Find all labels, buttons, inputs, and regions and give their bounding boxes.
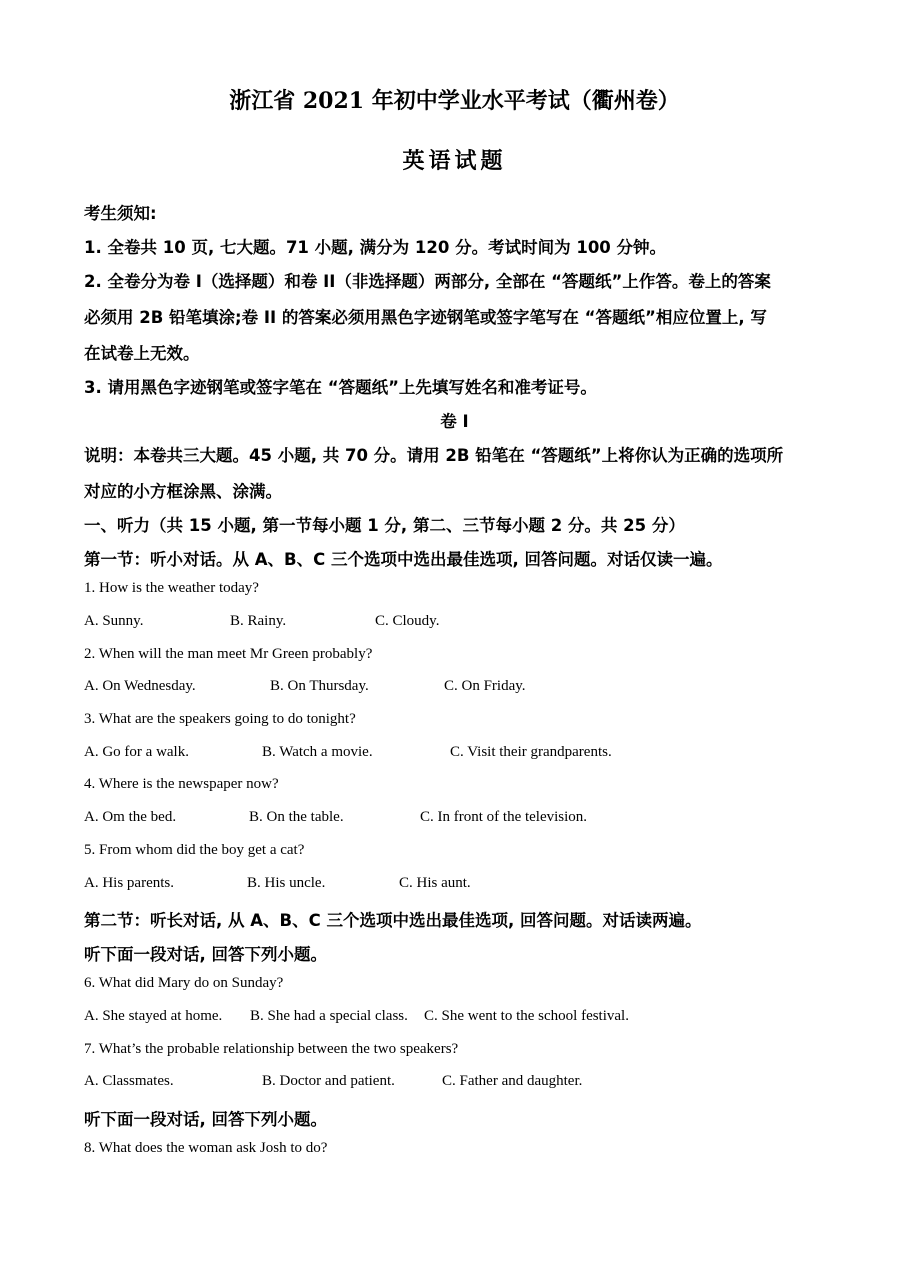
dialogue-prompt: 听下面一段对话, 回答下列小题。	[84, 1110, 328, 1129]
option-c: C. She went to the school festival.	[424, 1008, 629, 1024]
exam-subtitle: 英语试题	[402, 148, 507, 174]
option-a: A. She stayed at home.	[84, 1008, 223, 1024]
option-c: C. Cloudy.	[375, 613, 440, 629]
option-c: C. Father and daughter.	[442, 1073, 583, 1089]
notice-item-3: 3. 请用黑色字迹钢笔或签字笔在 “答题纸”上先填写姓名和准考证号。	[84, 378, 597, 397]
question-text: 8. What does the woman ask Josh to do?	[84, 1140, 328, 1156]
notice-item-2-line-1: 2. 全卷分为卷 I（选择题）和卷 II（非选择题）两部分, 全部在 “答题纸”上作答。卷上的答案	[84, 272, 771, 291]
listening-heading: 一、听力（共 15 小题, 第一节每小题 1 分, 第二、三节每小题 2 分。共 25 分）	[84, 516, 685, 535]
option-b: B. Watch a movie.	[262, 744, 373, 760]
exam-title: 浙江省 2021 年初中学业水平考试（衢州卷）	[229, 88, 680, 114]
section-2-heading: 第二节：听长对话, 从 A、B、C 三个选项中选出最佳选项, 回答问题。对话读两遍。	[84, 911, 702, 930]
option-a: A. Sunny.	[84, 613, 144, 629]
option-c: C. In front of the television.	[420, 809, 588, 825]
option-a: A. On Wednesday.	[84, 678, 196, 694]
question-text: 6. What did Mary do on Sunday?	[84, 975, 284, 991]
question-text: 2. When will the man meet Mr Green probably?	[84, 646, 373, 662]
section-1-heading: 第一节：听小对话。从 A、B、C 三个选项中选出最佳选项, 回答问题。对话仅读一遍。	[84, 550, 723, 569]
notice-item-1: 1. 全卷共 10 页, 七大题。71 小题, 满分为 120 分。考试时间为 100 分钟。	[84, 238, 667, 257]
option-a: A. Om the bed.	[84, 809, 177, 825]
notice-item-2-line-2: 必须用 2B 铅笔填涂;卷 II 的答案必须用黑色字迹钢笔或签字笔写在 “答题纸”相应位置上, 写	[84, 308, 767, 327]
question-text: 5. From whom did the boy get a cat?	[84, 842, 305, 858]
volume-desc-line-2: 对应的小方框涂黑、涂满。	[84, 482, 282, 501]
option-b: B. On Thursday.	[270, 678, 369, 694]
question-text: 1. How is the weather today?	[84, 580, 259, 596]
option-b: B. Rainy.	[230, 613, 287, 629]
option-a: A. His parents.	[84, 875, 174, 891]
question-text: 3. What are the speakers going to do tonight?	[84, 711, 356, 727]
option-b: B. Doctor and patient.	[262, 1073, 395, 1089]
option-a: A. Go for a walk.	[84, 744, 189, 760]
notice-heading: 考生须知:	[84, 204, 157, 223]
dialogue-prompt: 听下面一段对话, 回答下列小题。	[84, 945, 328, 964]
question-text: 7. What’s the probable relationship between the two speakers?	[84, 1041, 459, 1057]
volume-heading: 卷 I	[440, 412, 469, 431]
notice-item-2-line-3: 在试卷上无效。	[84, 344, 200, 363]
option-c: C. On Friday.	[444, 678, 526, 694]
option-c: C. Visit their grandparents.	[450, 744, 612, 760]
volume-desc-line-1: 说明：本卷共三大题。45 小题, 共 70 分。请用 2B 铅笔在 “答题纸”上将你认为正确的选项所	[84, 446, 784, 465]
question-text: 4. Where is the newspaper now?	[84, 776, 279, 792]
option-a: A. Classmates.	[84, 1073, 174, 1089]
option-b: B. On the table.	[249, 809, 344, 825]
option-c: C. His aunt.	[399, 875, 471, 891]
option-b: B. She had a special class.	[250, 1008, 408, 1024]
option-b: B. His uncle.	[247, 875, 326, 891]
